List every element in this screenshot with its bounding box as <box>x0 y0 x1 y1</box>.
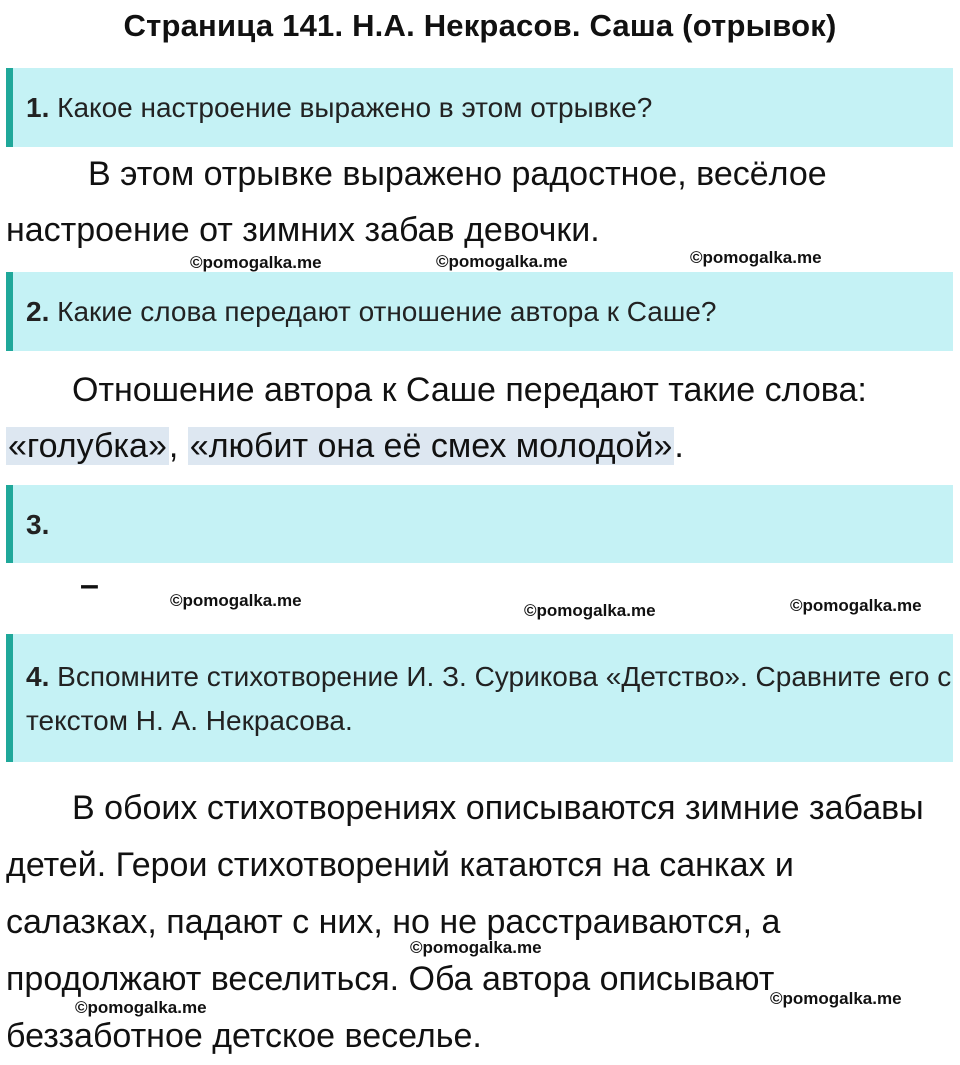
separator: , <box>168 427 179 465</box>
question-number: 3. <box>26 509 50 540</box>
question-number: 1. <box>26 92 50 123</box>
answer-2 <box>6 362 951 474</box>
watermark: ©pomogalka.me <box>770 989 902 1008</box>
period: . <box>674 427 684 465</box>
watermark: ©pomogalka.me <box>790 596 922 615</box>
watermark: ©pomogalka.me <box>690 248 822 267</box>
answer-4: В обоих стихотворениях описываются зимние забавы детей. Герои стихотворений катаются на санках и салазках, падают с них, но не расстраиваются, а продолжают веселиться. Оба автора описывают беззаботное детское веселье. <box>6 789 924 1055</box>
question-number: 2. <box>26 296 50 327</box>
watermark: ©pomogalka.me <box>410 938 542 957</box>
question-1 <box>6 68 953 147</box>
question-3 <box>6 485 953 563</box>
answer-1: В этом отрывке выражено радостное, весёлое настроение от зимних забав девочки. <box>6 155 827 249</box>
watermark: ©pomogalka.me <box>170 591 302 610</box>
highlighted-quote: «голубка» <box>8 427 167 465</box>
question-text: Какие слова передают отношение автора к Саше? <box>57 296 717 327</box>
page-title: Страница 141. Н.А. Некрасов. Саша (отрывок) <box>123 8 837 43</box>
question-number: 4. <box>26 661 50 692</box>
watermark: ©pomogalka.me <box>75 998 207 1017</box>
highlighted-quote: «любит она её смех молодой» <box>189 427 673 465</box>
answer-intro: Отношение автора к Саше передают такие слова: <box>72 371 867 409</box>
question-4 <box>6 634 953 762</box>
watermark: ©pomogalka.me <box>190 253 322 272</box>
watermark: ©pomogalka.me <box>436 252 568 271</box>
watermark: ©pomogalka.me <box>524 601 656 620</box>
answer-3-dash: – <box>80 566 99 604</box>
question-text: Вспомните стихотворение И. З. Сурикова «Детство». Сравните его с текстом Н. А. Некрасова. <box>26 661 952 736</box>
question-text: Какое настроение выражено в этом отрывке? <box>57 92 653 123</box>
question-2 <box>6 272 953 351</box>
